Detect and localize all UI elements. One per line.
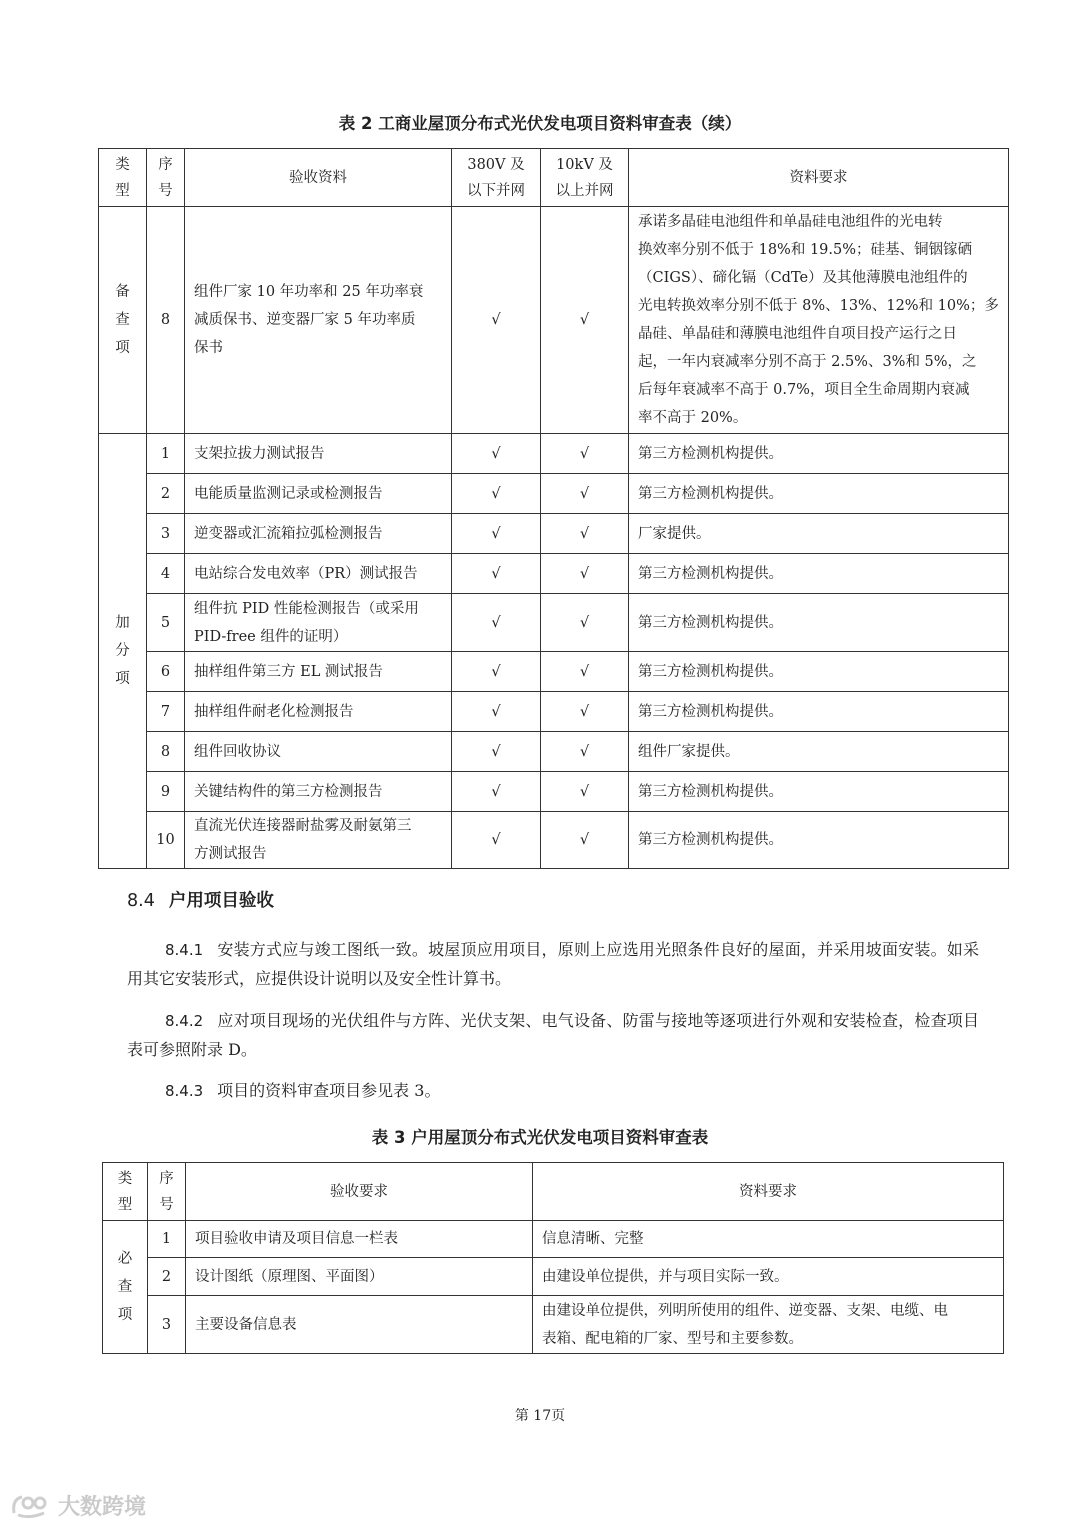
table3: [102, 1162, 1004, 1354]
row-item: 电能质量监测记录或检测报告: [185, 474, 452, 514]
table-row: [99, 554, 1009, 594]
table2-header-hv: 10kV 及 以上并网: [541, 149, 629, 207]
paragraph-8-4-1: [127, 936, 979, 993]
table-row: [99, 207, 1009, 434]
row-req: 第三方检测机构提供。: [629, 594, 1009, 652]
section-heading: [127, 887, 274, 912]
table3-header-row: [103, 1163, 1004, 1221]
check-mark: √: [541, 812, 629, 869]
row-item: 直流光伏连接器耐盐雾及耐氨第三 方测试报告: [185, 812, 452, 869]
row-seq: 3: [147, 514, 185, 554]
page-number: 第 17页: [514, 1408, 566, 1424]
check-mark: √: [541, 692, 629, 732]
table-row: [103, 1221, 1004, 1258]
check-mark: √: [452, 434, 541, 474]
row-req: 厂家提供。: [629, 514, 1009, 554]
row-req: 第三方检测机构提供。: [629, 474, 1009, 514]
table2-header-req: 资料要求: [629, 149, 1009, 207]
table2-header-item: 验收资料: [185, 149, 452, 207]
paragraph-8-4-2: [127, 1007, 979, 1064]
paragraph-8-4-3: [127, 1077, 979, 1106]
row-req: 承诺多晶硅电池组件和单晶硅电池组件的光电转 换效率分别不低于 18%和 19.5%；硅基、铜铟镓硒 （CIGS）、碲化镉（CdTe）及其他薄膜电池组件的 光电转换效率分别不低于 8%、13%、12%和 10%；多 晶硅、单晶硅和薄膜电池组件自项目投产运行之日 起，一年内衰减率分别不高于 2.5%、3%和 5%，之 后每年衰减率不高于 0.7%，项目全生命周期内衰减 率不高于 20%。: [629, 207, 1009, 434]
paragraph-number: 8.4.3: [165, 1082, 204, 1100]
row-item: 组件抗 PID 性能检测报告（或采用 PID-free 组件的证明）: [185, 594, 452, 652]
row-seq: 7: [147, 692, 185, 732]
row-req: 第三方检测机构提供。: [629, 812, 1009, 869]
check-mark: √: [452, 474, 541, 514]
row-item: 项目验收申请及项目信息一栏表: [186, 1221, 533, 1258]
row-seq: 9: [147, 772, 185, 812]
check-mark: √: [452, 207, 541, 434]
table-row: [99, 514, 1009, 554]
table-row: [103, 1296, 1004, 1354]
check-mark: √: [541, 434, 629, 474]
row-item: 抽样组件耐老化检测报告: [185, 692, 452, 732]
row-req: 组件厂家提供。: [629, 732, 1009, 772]
check-mark: √: [541, 594, 629, 652]
paragraph-number: 8.4.2: [165, 1012, 204, 1030]
paragraph-number: 8.4.1: [165, 941, 204, 959]
check-mark: √: [452, 772, 541, 812]
table3-header-req: 资料要求: [533, 1163, 1004, 1221]
check-mark: √: [541, 474, 629, 514]
row-seq: 2: [147, 474, 185, 514]
watermark-logo-icon: [10, 1493, 52, 1519]
row-item: 主要设备信息表: [186, 1296, 533, 1354]
watermark-text: 大数跨境: [58, 1495, 147, 1520]
section-title: 户用项目验收: [168, 891, 274, 911]
table2: [98, 148, 1009, 869]
table2-caption: 表 2 工商业屋顶分布式光伏发电项目资料审查表（续）: [338, 114, 742, 133]
table2-header-type: 类 型: [99, 149, 147, 207]
row-req: 第三方检测机构提供。: [629, 772, 1009, 812]
row-req: 第三方检测机构提供。: [629, 554, 1009, 594]
check-mark: √: [541, 554, 629, 594]
table-row: [103, 1258, 1004, 1296]
table2-header-seq: 序 号: [147, 149, 185, 207]
row-item: 组件回收协议: [185, 732, 452, 772]
row-seq: 10: [147, 812, 185, 869]
check-mark: √: [452, 732, 541, 772]
table3-header-item: 验收要求: [186, 1163, 533, 1221]
group-label-bicha: 必 查 项: [103, 1221, 148, 1354]
table-row: [99, 652, 1009, 692]
check-mark: √: [541, 732, 629, 772]
paragraph-text: 安装方式应与竣工图纸一致。坡屋顶应用项目，原则上应选用光照条件良好的屋面，并采用坡面安装。如采用其它安装形式，应提供设计说明以及安全性计算书。: [127, 940, 979, 988]
row-req: 由建设单位提供，并与项目实际一致。: [533, 1258, 1004, 1296]
row-req: 由建设单位提供，列明所使用的组件、逆变器、支架、电缆、电 表箱、配电箱的厂家、型号和主要参数。: [533, 1296, 1004, 1354]
row-item: 支架拉拔力测试报告: [185, 434, 452, 474]
row-item: 逆变器或汇流箱拉弧检测报告: [185, 514, 452, 554]
row-req: 第三方检测机构提供。: [629, 692, 1009, 732]
table-row: [99, 692, 1009, 732]
paragraph-text: 应对项目现场的光伏组件与方阵、光伏支架、电气设备、防雷与接地等逐项进行外观和安装检查，检查项目表可参照附录 D。: [127, 1011, 979, 1059]
check-mark: √: [452, 692, 541, 732]
row-seq: 4: [147, 554, 185, 594]
row-seq: 1: [148, 1221, 186, 1258]
table3-caption: 表 3 户用屋顶分布式光伏发电项目资料审查表: [371, 1128, 709, 1147]
row-seq: 5: [147, 594, 185, 652]
check-mark: √: [452, 812, 541, 869]
group-label-jiafen: 加 分 项: [99, 434, 147, 869]
row-seq: 8: [147, 732, 185, 772]
table-row: [99, 812, 1009, 869]
row-seq: 2: [148, 1258, 186, 1296]
table-row: [99, 474, 1009, 514]
check-mark: √: [452, 594, 541, 652]
row-seq: 3: [148, 1296, 186, 1354]
check-mark: √: [452, 514, 541, 554]
table3-header-type: 类 型: [103, 1163, 148, 1221]
row-item: 抽样组件第三方 EL 测试报告: [185, 652, 452, 692]
check-mark: √: [541, 207, 629, 434]
table-row: [99, 594, 1009, 652]
row-item: 电站综合发电效率（PR）测试报告: [185, 554, 452, 594]
row-seq: 8: [147, 207, 185, 434]
check-mark: √: [541, 652, 629, 692]
table-row: [99, 732, 1009, 772]
table2-header-lv: 380V 及 以下并网: [452, 149, 541, 207]
row-req: 第三方检测机构提供。: [629, 434, 1009, 474]
check-mark: √: [541, 514, 629, 554]
table-row: [99, 772, 1009, 812]
section-number: 8.4: [127, 891, 155, 911]
table3-header-seq: 序 号: [148, 1163, 186, 1221]
row-req: 第三方检测机构提供。: [629, 652, 1009, 692]
table-row: [99, 434, 1009, 474]
table2-header-row: [99, 149, 1009, 207]
row-req: 信息清晰、完整: [533, 1221, 1004, 1258]
row-item: 设计图纸（原理图、平面图）: [186, 1258, 533, 1296]
row-seq: 6: [147, 652, 185, 692]
group-label-beicha: 备 查 项: [99, 207, 147, 434]
row-item: 组件厂家 10 年功率和 25 年功率衰 减质保书、逆变器厂家 5 年功率质 保书: [185, 207, 452, 434]
check-mark: √: [452, 554, 541, 594]
check-mark: √: [452, 652, 541, 692]
row-item: 关键结构件的第三方检测报告: [185, 772, 452, 812]
paragraph-text: 项目的资料审查项目参见表 3。: [217, 1081, 441, 1100]
check-mark: √: [541, 772, 629, 812]
watermark: [10, 1490, 146, 1521]
row-seq: 1: [147, 434, 185, 474]
